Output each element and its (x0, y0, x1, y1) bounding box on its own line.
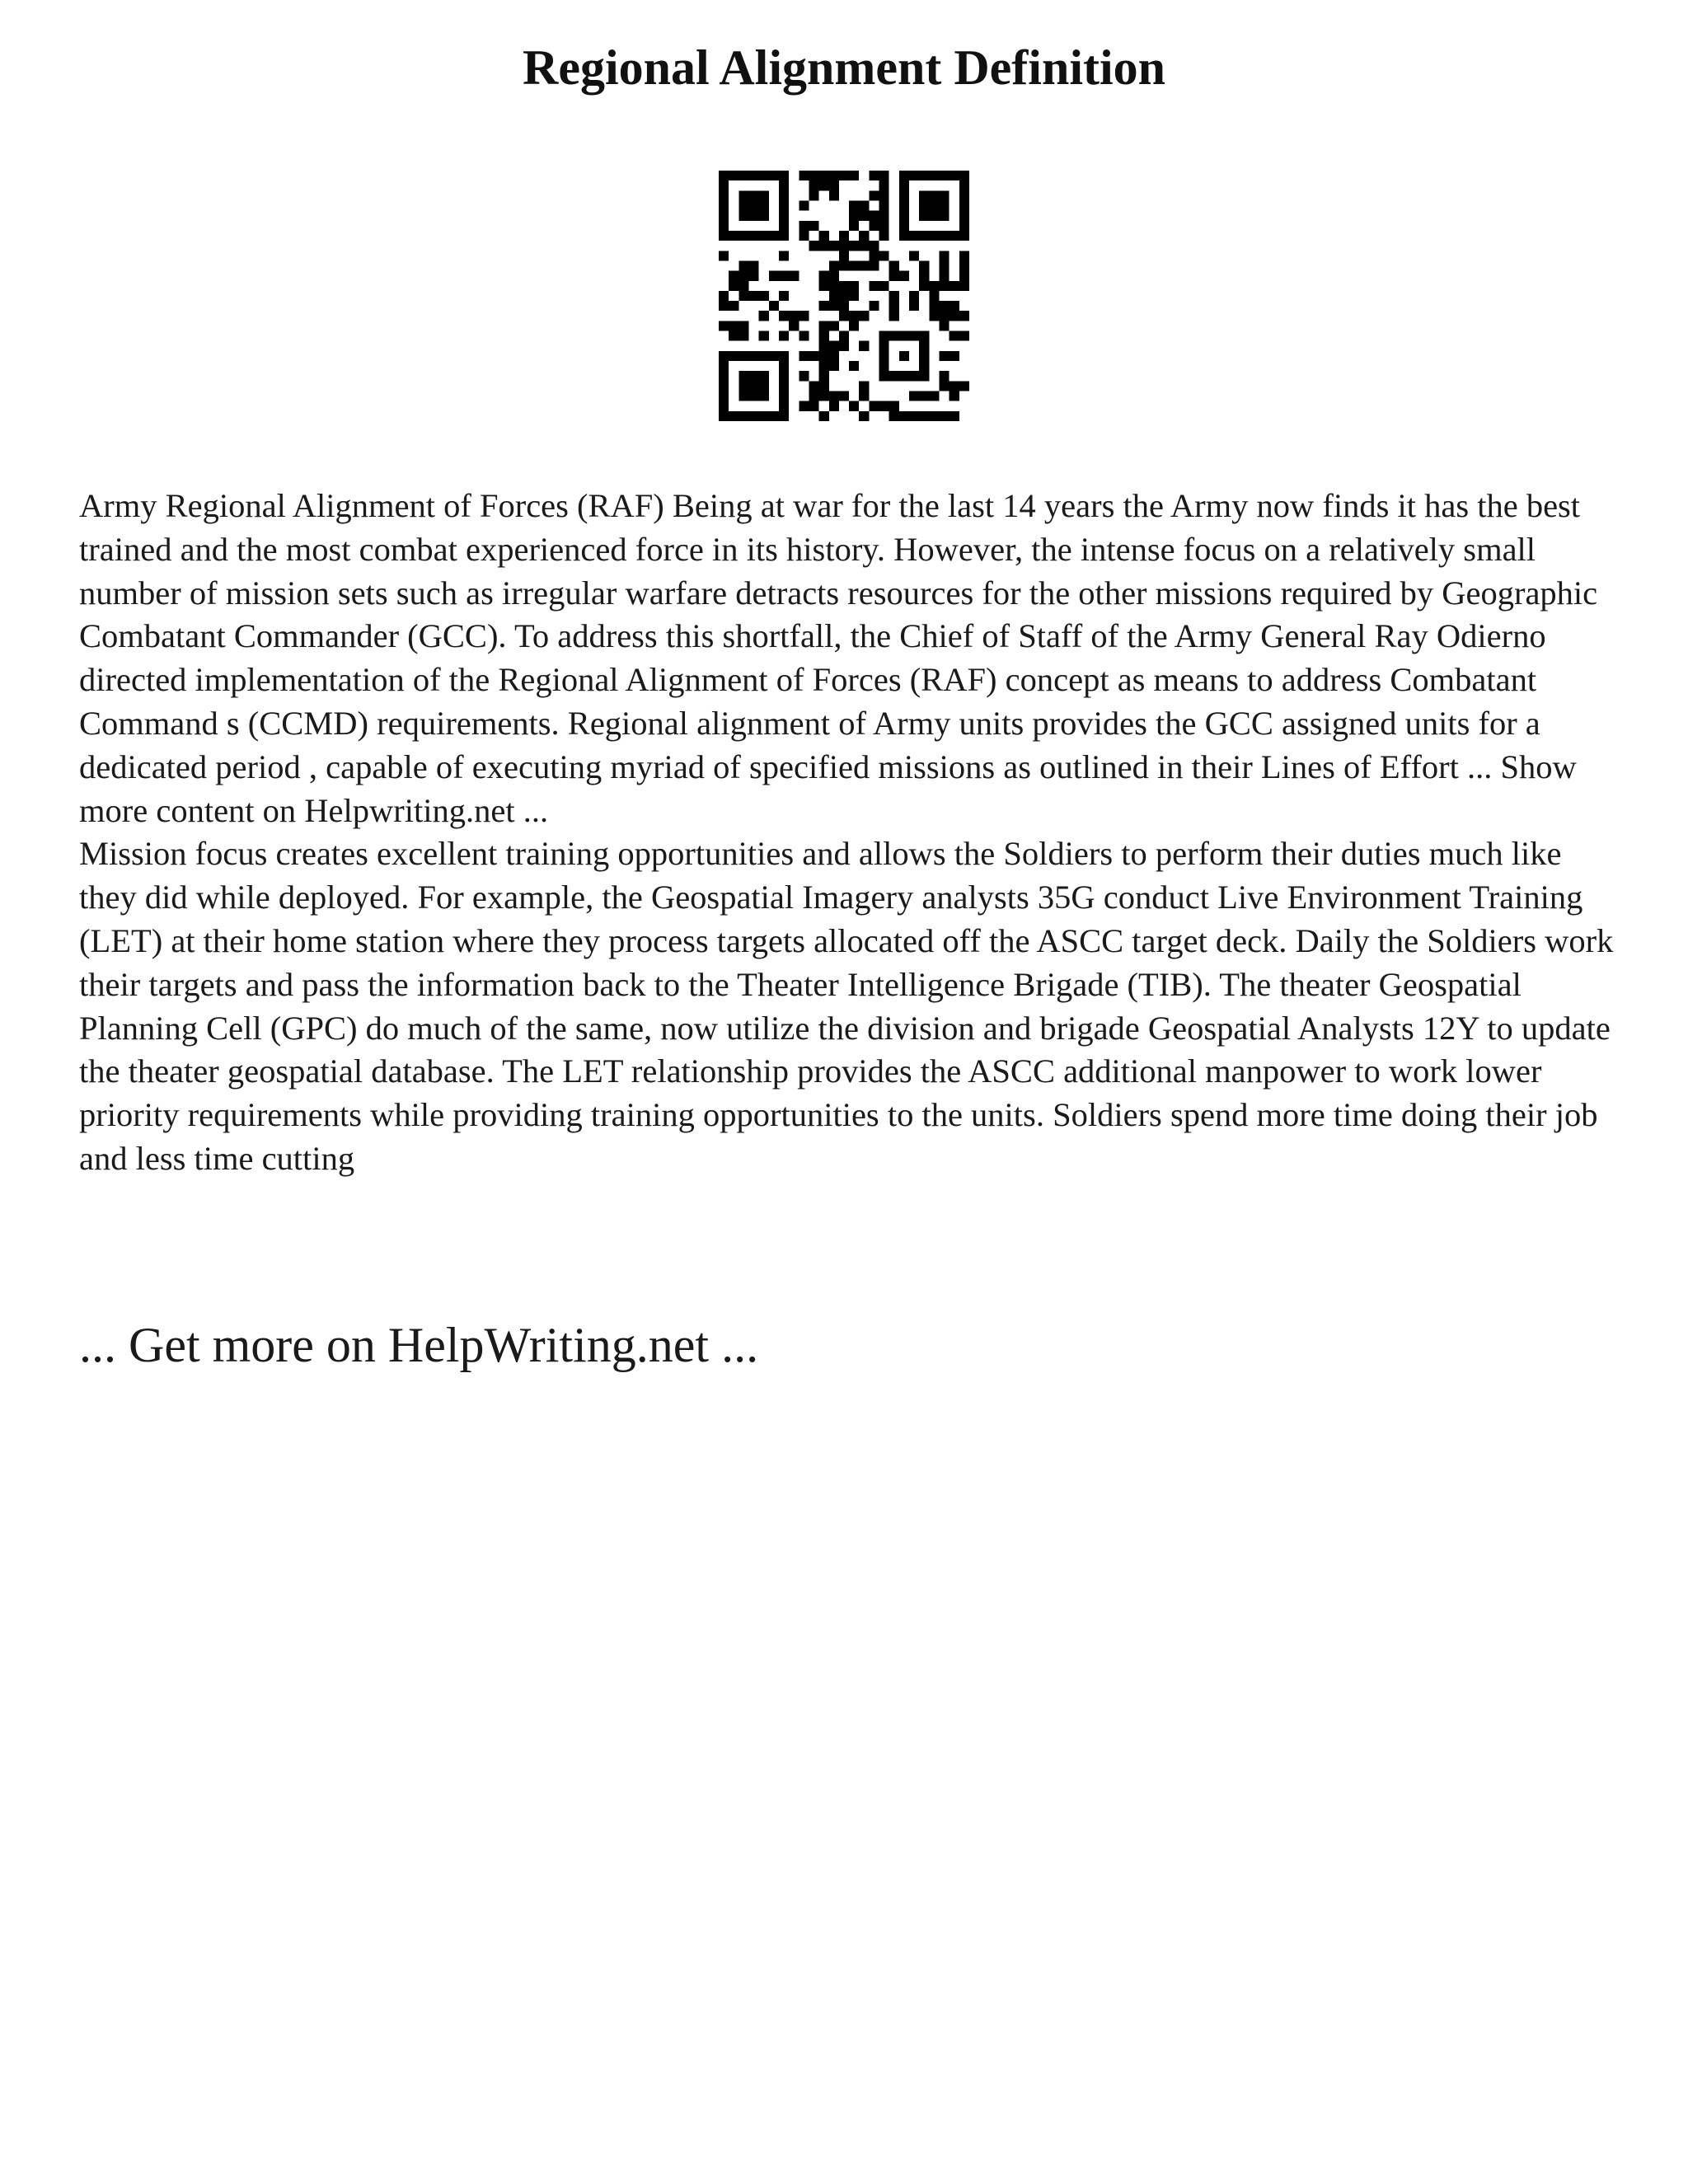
qr-code-icon (719, 171, 969, 421)
get-more-link[interactable]: ... Get more on HelpWriting.net ... (79, 1318, 759, 1372)
paragraph-1: Army Regional Alignment of Forces (RAF) Being at war for the last 14 years the Army now finds it has the best trained and the most combat experienced force in its history. However, the intense focus on a relatively small number of mission sets such as irregular warfare detracts resources for the other missions required by Geographic Combatant Commander (GCC). To address this shortfall, the Chief of Staff of the Army General Ray Odierno directed implementation of the Regional Alignment of Forces (RAF) concept as means to address Combatant Command s (CCMD) requirements. Regional alignment of Army units provides the GCC assigned units for a dedicated period , capable of executing myriad of specified missions as outlined in their Lines of Effort ... Show more content on Helpwriting.net ... (79, 487, 1598, 829)
page-title: Regional Alignment Definition (522, 40, 1166, 95)
paragraph-2: Mission focus creates excellent training opportunities and allows the Soldiers to perform their duties much like they did while deployed. For example, the Geospatial Imagery analysts 35G conduct Live Environment Training (LET) at their home station where they process targets allocated off the ASCC target deck. Daily the Soldiers work their targets and pass the information back to the Theater Intelligence Brigade (TIB). The theater Geospatial Planning Cell (GPC) do much of the same, now utilize the division and brigade Geospatial Analysts 12Y to update the theater geospatial database. The LET relationship provides the ASCC additional manpower to work lower priority requirements while providing training opportunities to the units. Soldiers spend more time doing their job and less time cutting (79, 835, 1614, 1177)
article-body (79, 485, 1620, 1181)
